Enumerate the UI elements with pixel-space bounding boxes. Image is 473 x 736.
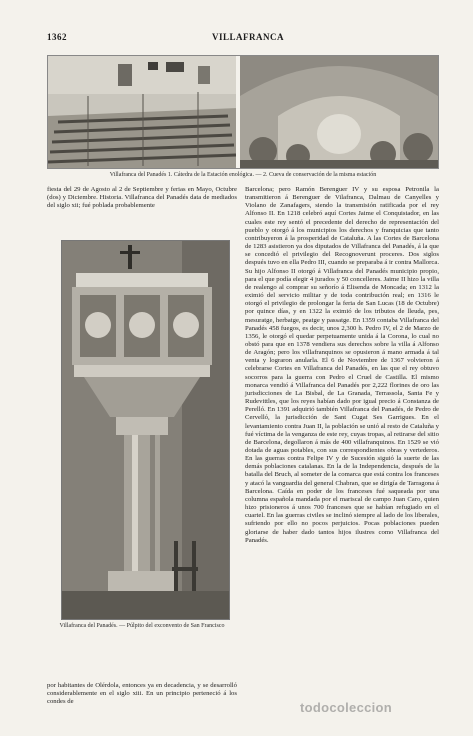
pulpit-caption: Villafranca del Panadés. — Púlpito del exconvento de San Francisco xyxy=(59,623,225,629)
right-column-text xyxy=(245,186,439,726)
top-photo-caption: Villafranca del Panadés 1. Cátedra de la Estación enológica. — 2. Cueva de conservación de la misma estación xyxy=(109,172,377,178)
page-number: 1362 xyxy=(47,32,67,42)
pulpit-photograph xyxy=(61,240,230,620)
pulpit-illustration xyxy=(62,241,229,619)
left-column-bottom-paragraph: por habitantes de Olérdola, entonces ya en decadencia, y se desarrolló considerablemente en el siglo xiii. En un principio perteneció á los condes de xyxy=(47,682,237,706)
left-column-bottom-text xyxy=(47,682,237,724)
right-column-paragraph: Barcelona; pero Ramón Berenguer IV y su esposa Petronila la transmitieron á Berenguer de Vilafranca, Dalmau de Canyelles y Violano de Zanafagers, siendo la transmisión ratificada por el rey Alfonso II. En 1218 celebró aquí Cortes Jaime el Conquistador, en las cuales este rey sentó el precedente del derecho de representación del pueblo y otorgó á los municipios los derechos y franquicias que tanto contribuyeron á la prosperidad de Cataluña. A las Cortes de Barcelona de 1283 asistieron ya dos diputados de Villafranca del Panadés, á la que se concedió el privilegio del Recognoverunt proceres. Dos siglos después tuvo en ella Pedro III, cuando se preparaba á ir contra Mallorca. Su hijo Alfonso II otorgó á Villafranca del Panadés municipio propio, para el que podía elegir 4 jurados y 50 concelleres. Jaime II hizo la villa de realengo al comprar su señorío á Elisenda de Moncada; en 1312 la eximió del servicio militar y de toda contribución real; en 1316 le otorgó el privilegio de prolongar la feria de San Lucas (18 de Octubre) por quince días, y en 1322 la eximió de los tributos de lleuda, pes, mesuratge, herbatge, peatge y passatge. En 1359 contaba Villafranca del Panadés 458 fuegos, es decir, unos 2,300 h. Pedro IV, el 2 de Marzo de 1356, le otorgó el quedar perpetuamente unida á la Corona, lo cual no obstó para que en 1378 vendiera sus derechos sobre la villa á Alfonso de Aragón; pero los villafranquinos se opusieron á mano armada á tal venta y lograron anularla. El 6 de Noviembre de 1367 volvieron á celebrarse Cortes en Villafranca del Panadés, en las que el rey obtuvo socorros para la guerra con Pedro el Cruel de Castilla. El mismo monarca vendió á Villafranca del Panadés por 2,222 florines de oro las jurisdicciones de La Bisbal, de La Granada, Terrassola, Santa Fe y Rudevittles, que los reyes habían dado por igual precio á Constanza de Perelló. En 1391 adquirió también Villafranca del Panadés, de Pedro de Cervelló, la jurisdicción de Sant Cugat Ses Garrigues. En el levantamiento contra Juan II, la población se unió al resto de Cataluña y fué víctima de la venganza de este rey, cuyas tropas, al retirarse del sitio de Barcelona, degollaron á más de 400 villafranquinos. En 1529 se vió dotada de aguas potables, con sus correspondientes obras y vertederos. En las guerras contra Felipe IV y de Sucesión siguió la suerte de las demás poblaciones catalanas. En la de la Independencia, después de la batalla del Bruch, al someter de la comarca que está contra los franceses y atacó la vanguardia del general Chabran, que se dirigía de Tarragona á Barcelona. Caída en poder de los franceses fué saqueada por una columna española mandada por el mariscal de campo Juan Caro, quien hizo prisioneros á unos 700 franceses que se habían refugiado en el cuartel. En las guerras civiles se inclinó siempre al lado de los liberales, sufriendo por ello no pocos perjuicios. Pocas poblaciones pueden gloriarse de haber dado tantos hijos ilustres como Villafranca del Panadés. xyxy=(245,186,439,544)
left-column-top-text xyxy=(47,186,237,241)
left-column-top-paragraph: fiesta del 29 de Agosto al 2 de Septiembre y ferias en Mayo, Octubre (dos) y Diciembre. Historia. Villafranca del Panadés data de mediados del siglo xii; fué poblada probablemente xyxy=(47,186,237,210)
page-header xyxy=(47,32,439,44)
running-title: VILLAFRANCA xyxy=(212,32,285,42)
top-photograph xyxy=(47,55,439,169)
top-photo-illustration xyxy=(48,56,438,168)
watermark-text: todocoleccion xyxy=(300,700,393,715)
